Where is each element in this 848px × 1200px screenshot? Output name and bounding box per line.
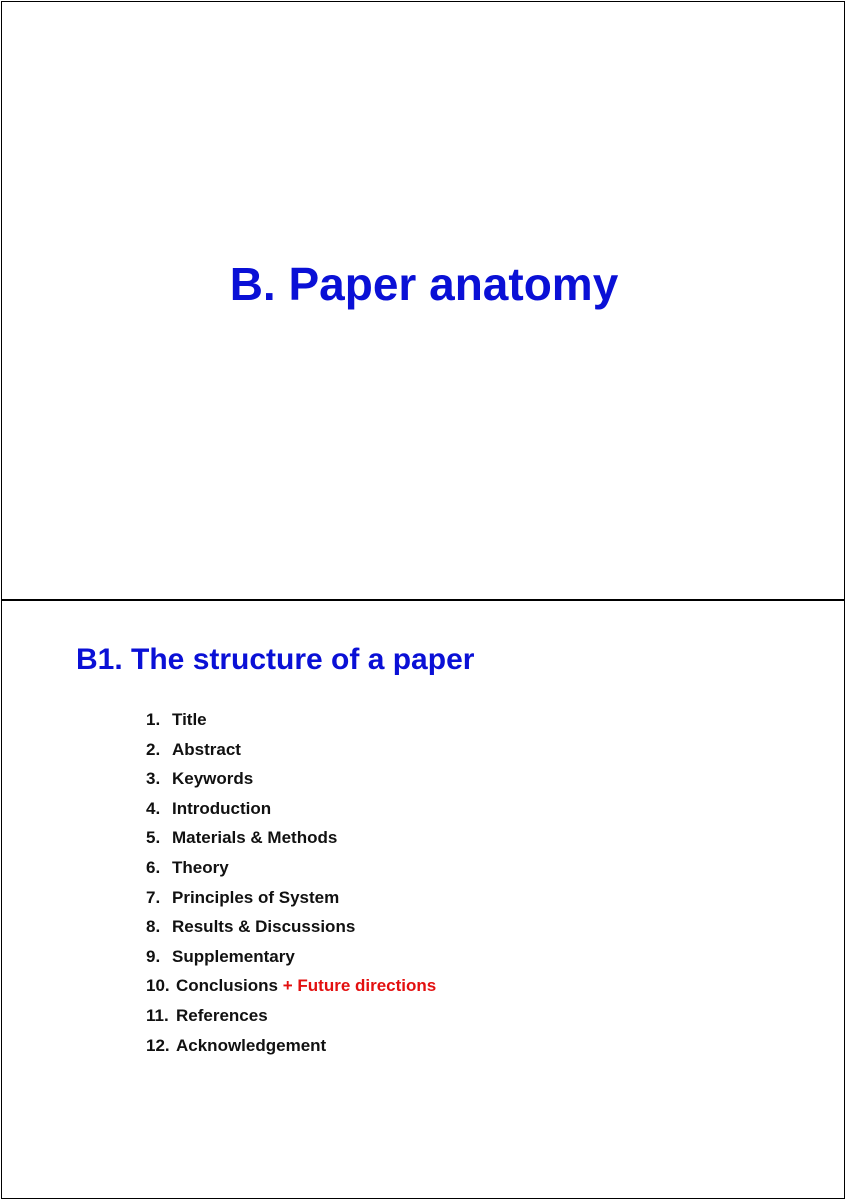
list-item-title: 1. Title <box>146 710 207 729</box>
list-item-theory: 6. Theory <box>146 857 229 877</box>
list-item-conclusions: 10. Conclusions + Future directions <box>146 976 437 996</box>
future-directions-note: + Future directions <box>282 976 437 996</box>
list-item-methods: 5. Materials & Methods <box>146 828 338 848</box>
list-item-principles: 7. Principles of System <box>146 887 340 907</box>
paper-structure-list <box>146 707 436 1062</box>
list-item-references: 11. References <box>146 1005 268 1025</box>
list-item-supplementary: 9. Supplementary <box>146 946 295 966</box>
list-item-keywords: 3. Keywords <box>146 769 254 789</box>
slide-2-title: B1. The structure of a paper <box>76 643 475 676</box>
list-item-acknowledgement: 12. Acknowledgement <box>146 1035 327 1055</box>
slide-1-title: B. Paper anatomy <box>229 258 619 310</box>
list-item-results: 8. Results & Discussions <box>146 917 356 937</box>
list-item-introduction: 4. Introduction <box>146 798 272 818</box>
list-item-abstract: 2. Abstract <box>146 739 241 759</box>
